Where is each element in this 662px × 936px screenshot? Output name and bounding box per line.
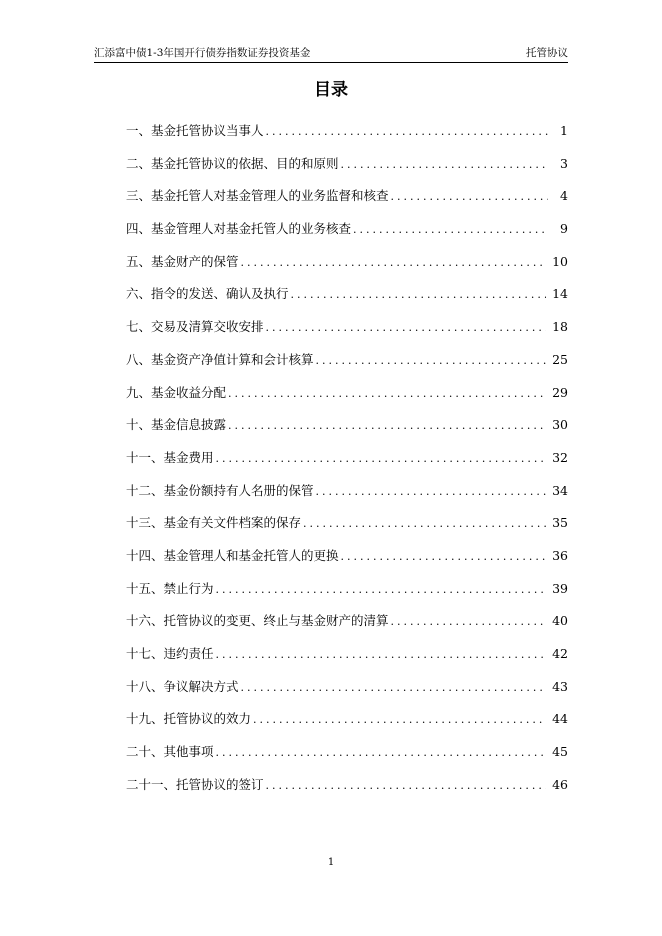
toc-dot-leader — [216, 450, 547, 468]
toc-dot-leader — [341, 156, 548, 174]
toc-dot-leader — [291, 286, 547, 304]
toc-entry[interactable] — [126, 678, 568, 711]
toc-entry-page-number[interactable]: 46 — [552, 776, 568, 792]
toc-entry-label[interactable]: 十二、基金份额持有人名册的保管 — [126, 482, 314, 498]
toc-dot-leader — [266, 123, 548, 141]
toc-entry-label[interactable]: 三、基金托管人对基金管理人的业务监督和核查 — [126, 188, 389, 204]
toc-dot-leader — [241, 679, 547, 697]
toc-dot-leader — [228, 417, 546, 435]
toc-entry-label[interactable]: 九、基金收益分配 — [126, 384, 227, 400]
toc-entry-label[interactable]: 十六、托管协议的变更、终止与基金财产的清算 — [126, 613, 389, 629]
toc-dot-leader — [216, 744, 547, 762]
toc-dot-leader — [316, 483, 547, 501]
toc-entry-page-number[interactable]: 35 — [552, 515, 568, 531]
toc-entry-page-number[interactable]: 3 — [560, 155, 568, 171]
toc-dot-leader — [253, 711, 546, 729]
toc-entry[interactable] — [126, 612, 568, 645]
toc-entry-label[interactable]: 二十、其他事项 — [126, 744, 214, 760]
toc-entry-label[interactable]: 十九、托管协议的效力 — [126, 711, 252, 727]
header-divider — [94, 62, 568, 63]
toc-dot-leader — [303, 515, 546, 533]
toc-entry-page-number[interactable]: 40 — [552, 613, 568, 629]
toc-entry-page-number[interactable]: 44 — [552, 711, 568, 727]
toc-entry-page-number[interactable]: 32 — [552, 449, 568, 465]
toc-dot-leader — [266, 777, 547, 795]
toc-entry-page-number[interactable]: 25 — [552, 351, 568, 367]
toc-dot-leader — [216, 646, 547, 664]
toc-dot-leader — [228, 385, 546, 403]
toc-dot-leader — [241, 254, 547, 272]
toc-dot-leader — [391, 613, 547, 631]
toc-entry-label[interactable]: 十八、争议解决方式 — [126, 678, 239, 694]
toc-entry-page-number[interactable]: 4 — [560, 188, 568, 204]
toc-entry[interactable] — [126, 155, 568, 188]
toc-entry-label[interactable]: 六、指令的发送、确认及执行 — [126, 286, 289, 302]
page-header — [94, 46, 568, 62]
toc-entry-label[interactable]: 十五、禁止行为 — [126, 580, 214, 596]
toc-entry[interactable] — [126, 351, 568, 384]
toc-dot-leader — [353, 221, 548, 239]
toc-entry-page-number[interactable]: 30 — [552, 417, 568, 433]
toc-entry-label[interactable]: 二十一、托管协议的签订 — [126, 776, 264, 792]
toc-entry[interactable] — [126, 449, 568, 482]
toc-entry-page-number[interactable]: 42 — [552, 646, 568, 661]
toc-entry[interactable] — [126, 285, 568, 318]
toc-entry[interactable] — [126, 710, 568, 743]
toc-dot-leader — [216, 581, 547, 599]
toc-entry-label[interactable]: 七、交易及清算交收安排 — [126, 319, 264, 335]
toc-entry-label[interactable]: 十一、基金费用 — [126, 449, 214, 465]
toc-entry[interactable] — [126, 318, 568, 351]
page-number: 1 — [327, 857, 335, 868]
toc-entry-label[interactable]: 十、基金信息披露 — [126, 417, 227, 433]
toc-entry[interactable] — [126, 122, 568, 155]
toc-entry-label[interactable]: 十三、基金有关文件档案的保存 — [126, 515, 302, 531]
table-of-contents — [126, 122, 568, 808]
toc-dot-leader — [391, 188, 548, 206]
toc-entry-label[interactable]: 五、基金财产的保管 — [126, 253, 239, 269]
toc-dot-leader — [266, 319, 547, 337]
toc-entry[interactable] — [126, 482, 568, 515]
toc-entry-label[interactable]: 十七、违约责任 — [126, 646, 214, 661]
toc-entry-page-number[interactable]: 29 — [552, 384, 568, 400]
toc-entry[interactable] — [126, 580, 568, 613]
toc-entry-page-number[interactable]: 18 — [552, 319, 568, 335]
toc-entry[interactable] — [126, 645, 568, 678]
toc-entry[interactable] — [126, 743, 568, 776]
toc-entry-label[interactable]: 一、基金托管协议当事人 — [126, 123, 264, 138]
header-document-title: 汇添富中债1-3年国开行债券指数证券投资基金 — [94, 47, 311, 59]
toc-entry[interactable] — [126, 514, 568, 547]
toc-entry-label[interactable]: 二、基金托管协议的依据、目的和原则 — [126, 155, 339, 171]
toc-dot-leader — [341, 548, 547, 566]
header-section-title: 托管协议 — [526, 47, 568, 59]
toc-entry-page-number[interactable]: 34 — [552, 482, 568, 498]
toc-entry[interactable] — [126, 776, 568, 809]
toc-entry[interactable] — [126, 547, 568, 580]
toc-entry[interactable] — [126, 384, 568, 417]
toc-entry-page-number[interactable]: 36 — [552, 547, 568, 563]
toc-entry-page-number[interactable]: 45 — [552, 744, 568, 760]
toc-entry-page-number[interactable]: 1 — [560, 123, 568, 138]
toc-entry-label[interactable]: 十四、基金管理人和基金托管人的更换 — [126, 547, 339, 563]
toc-entry-page-number[interactable]: 9 — [560, 221, 568, 237]
toc-entry-label[interactable]: 四、基金管理人对基金托管人的业务核查 — [126, 221, 352, 237]
toc-dot-leader — [316, 352, 547, 370]
toc-entry[interactable] — [126, 187, 568, 220]
toc-entry[interactable] — [126, 416, 568, 449]
toc-entry[interactable] — [126, 220, 568, 253]
toc-entry-page-number[interactable]: 10 — [552, 253, 568, 269]
toc-entry-page-number[interactable]: 39 — [552, 580, 568, 596]
toc-entry-label[interactable]: 八、基金资产净值计算和会计核算 — [126, 351, 314, 367]
toc-title: 目录 — [314, 80, 348, 100]
toc-entry[interactable] — [126, 253, 568, 286]
toc-entry-page-number[interactable]: 14 — [552, 286, 568, 302]
toc-entry-page-number[interactable]: 43 — [552, 678, 568, 694]
